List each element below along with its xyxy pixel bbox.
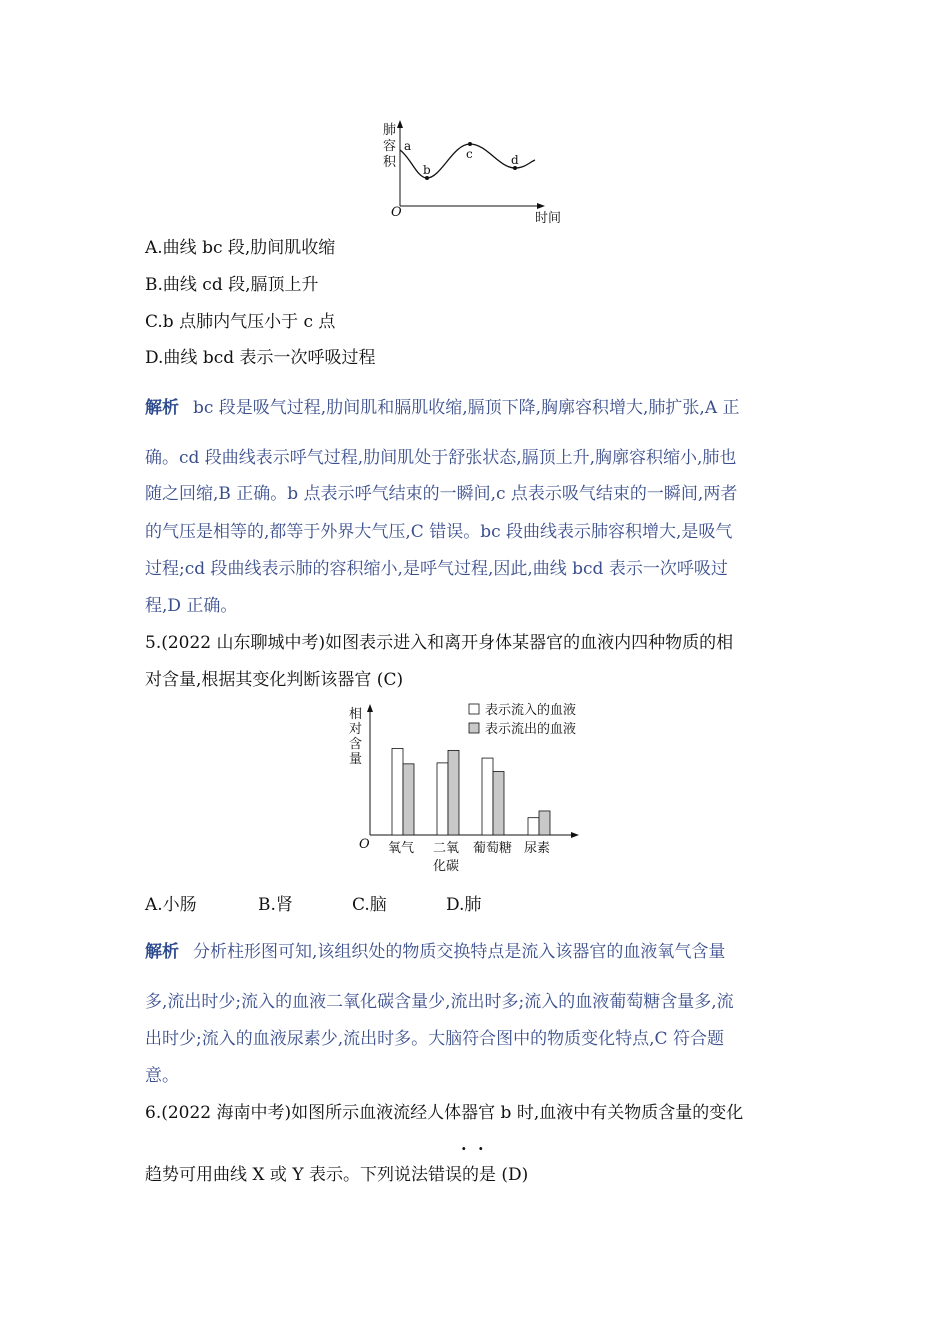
fig1-ylabel-1: 肺	[383, 123, 397, 138]
fig1-ylabel-3: 积	[383, 155, 397, 170]
fig1-y-arrow	[397, 120, 403, 128]
q5-option-c: C.脑	[352, 895, 387, 915]
point-a-label: a	[404, 139, 412, 153]
cat-label-urea: 尿素	[524, 841, 551, 856]
legend-in-label: 表示流入的血液	[485, 703, 577, 718]
fig1-origin: O	[391, 205, 402, 220]
emphasis-dot-1: ·	[461, 1139, 467, 1158]
point-c-label: c	[466, 147, 473, 161]
bar-out-氧气	[403, 764, 414, 835]
legend-out-label: 表示流出的血液	[485, 722, 577, 737]
q4-analysis-line-2: 确。cd 段曲线表示呼气过程,肋间肌处于舒张状态,膈顶上升,胸廓容积缩小,肺也	[145, 448, 737, 468]
q5-stem-line-2: 对含量,根据其变化判断该器官 (C)	[145, 670, 404, 690]
point-c	[468, 142, 472, 146]
fig2-ylabel-4: 量	[349, 752, 363, 767]
q4-option-b: B.曲线 cd 段,膈顶上升	[145, 275, 319, 295]
bar-out-尿素	[539, 811, 550, 835]
fig1-ylabel-2: 容	[383, 139, 397, 154]
bar-in-氧气	[392, 748, 403, 835]
fig2-ylabel-3: 含	[349, 737, 363, 752]
q4-analysis-line-5: 过程;cd 段曲线表示肺的容积缩小,是呼气过程,因此,曲线 bcd 表示一次呼吸过	[145, 559, 728, 579]
bar-out-葡萄糖	[493, 772, 504, 835]
q5-analysis-line-1: 解析 分析柱形图可知,该组织处的物质交换特点是流入该器官的血液氧气含量	[145, 942, 726, 962]
q6-stem-line-1: 6.(2022 海南中考)如图所示血液流经人体器官 b 时,血液中有关物质含量的变化	[145, 1103, 744, 1123]
lung-volume-figure	[375, 118, 575, 230]
fig2-ylabel-1: 相	[349, 707, 363, 722]
legend-out-swatch	[469, 723, 479, 733]
q5-analysis-line-2: 多,流出时少;流入的血液二氧化碳含量少,流出时多;流入的血液葡萄糖含量多,流	[145, 992, 734, 1012]
q4-option-d: D.曲线 bcd 表示一次呼吸过程	[145, 348, 376, 368]
q4-analysis-line-3: 随之回缩,B 正确。b 点表示呼气结束的一瞬间,c 点表示吸气结束的一瞬间,两者	[145, 484, 738, 504]
q5-option-b: B.肾	[258, 895, 293, 915]
q4-analysis-line-6: 程,D 正确。	[145, 596, 238, 616]
fig2-x-arrow	[571, 832, 579, 838]
q4-option-c: C.b 点肺内气压小于 c 点	[145, 312, 336, 332]
q5-analysis-line-4: 意。	[145, 1066, 179, 1086]
bar-in-二氧化碳	[437, 763, 448, 835]
cat-label-glucose: 葡萄糖	[473, 841, 513, 856]
cat-label-oxygen: 氧气	[388, 841, 415, 856]
fig1-xlabel: 时间	[535, 211, 562, 226]
legend-in-swatch	[469, 704, 479, 714]
fig2-ylabel-2: 对	[349, 722, 363, 737]
q5-stem-line-1: 5.(2022 山东聊城中考)如图表示进入和离开身体某器官的血液内四种物质的相	[145, 633, 734, 653]
fig1-x-arrow	[537, 203, 545, 209]
q5-option-a: A.小肠	[145, 895, 197, 915]
cat-label-co2-line1: 二氧	[433, 841, 460, 856]
q5-option-d: D.肺	[446, 895, 482, 915]
bar-in-尿素	[528, 818, 539, 835]
emphasis-dot-2: ·	[478, 1139, 484, 1158]
q4-analysis-line-1: 解析 bc 段是吸气过程,肋间肌和膈肌收缩,膈顶下降,胸廓容积增大,肺扩张,A 正	[145, 398, 740, 418]
cat-label-co2-line2: 化碳	[433, 859, 460, 874]
q4-analysis-line-4: 的气压是相等的,都等于外界大气压,C 错误。bc 段曲线表示肺容积增大,是吸气	[145, 522, 733, 542]
q6-stem-line-2: 趋势可用曲线 X 或 Y 表示。下列说法错误的是 (D)	[145, 1165, 529, 1185]
bar-in-葡萄糖	[482, 758, 493, 835]
q4-option-a: A.曲线 bc 段,肋间肌收缩	[145, 238, 336, 258]
point-b-label: b	[423, 163, 431, 177]
fig2-y-arrow	[367, 704, 373, 712]
analysis-label: 解析	[145, 398, 179, 418]
analysis-label-2: 解析	[145, 942, 179, 962]
fig2-origin: O	[359, 837, 370, 852]
q5-analysis-line-3: 出时少;流入的血液尿素少,流出时多。大脑符合图中的物质变化特点,C 符合题	[145, 1029, 724, 1049]
point-d-label: d	[511, 153, 519, 167]
bar-out-二氧化碳	[448, 750, 459, 835]
blood-substance-bar-chart	[345, 700, 595, 880]
